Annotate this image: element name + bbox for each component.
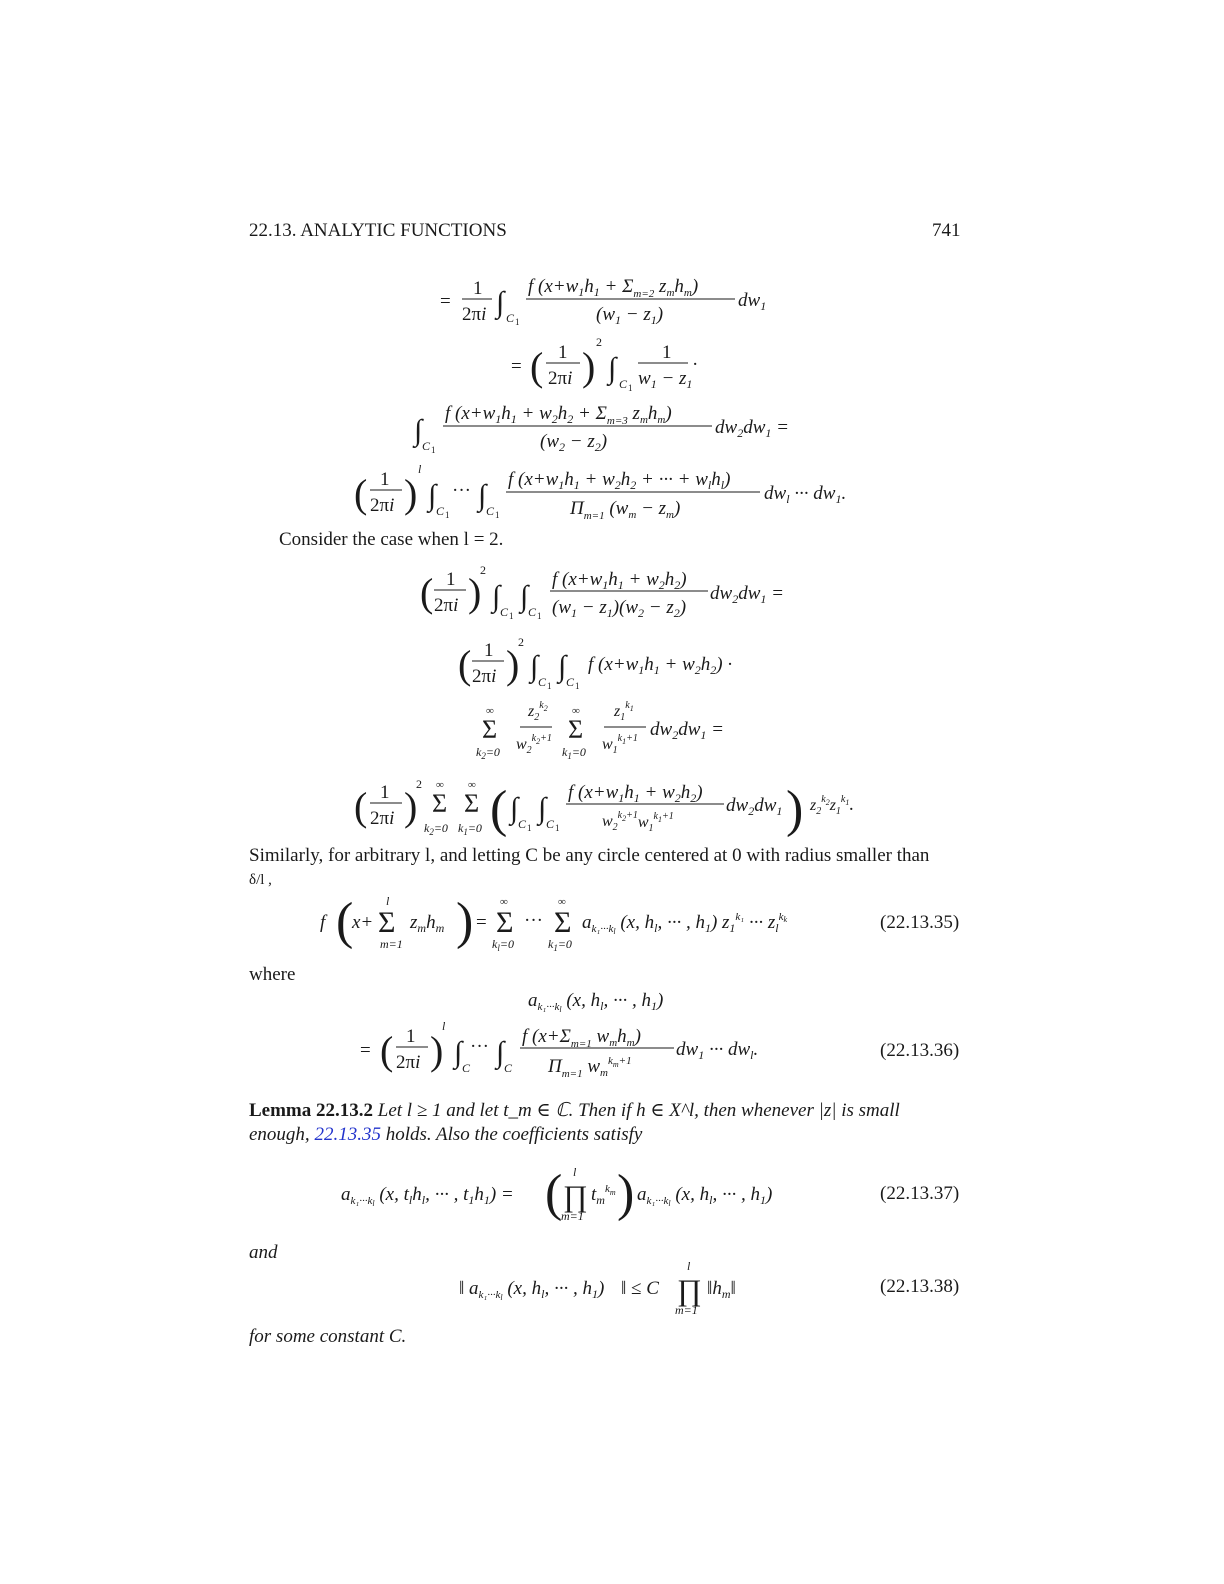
svg-text:·: · [692, 354, 699, 375]
svg-text:···: ··· [470, 1036, 489, 1057]
svg-text:2: 2 [596, 335, 602, 349]
svg-text:2πi: 2πi [462, 304, 487, 325]
svg-text:): ) [786, 781, 804, 838]
svg-text:f (x+Σm=1 wmhm): f ($x+\Sigma_{m=1}$ $w_mh_m$) [522, 1026, 641, 1050]
svg-text:2πi: 2πi [370, 808, 395, 829]
svg-text:): ) [456, 893, 474, 950]
svg-text:1: 1 [547, 681, 552, 691]
svg-text:(: ( [545, 1165, 563, 1222]
svg-text:l: l [573, 1165, 577, 1179]
equation-22-13-35 [310, 890, 830, 960]
svg-text:z2k2z1k1.: $z_2^k2z_1^k1$. [810, 794, 855, 817]
svg-text:=: = [360, 1040, 371, 1061]
running-header [249, 220, 507, 242]
svg-text:f (x+w1h1 + w2h2): f $(x+w_1h_1 + w_2h_2)$ [568, 782, 703, 805]
svg-text:1: 1 [446, 569, 456, 590]
svg-text:=: = [511, 356, 522, 377]
equation-tag-37: (22.13.37) [880, 1183, 960, 1204]
svg-text:Σ: Σ [568, 715, 584, 744]
svg-text:1: 1 [431, 445, 436, 455]
svg-text:w1 − z1: $w_1 - z_1$ [638, 368, 693, 391]
svg-text:k2=0: $k_2=0$ [424, 821, 448, 837]
svg-text:C: C [486, 504, 495, 518]
lemma-label: Lemma 22.13.2 [249, 1100, 374, 1121]
svg-text:(: ( [458, 642, 472, 687]
svg-text:1: 1 [527, 823, 532, 833]
svg-text:): ) [582, 344, 596, 389]
svg-text:x+: x+ [352, 912, 374, 933]
svg-text:Σ: Σ [482, 715, 498, 744]
svg-text:C: C [538, 675, 547, 689]
svg-text:C: C [436, 504, 445, 518]
svg-text:C: C [528, 605, 537, 619]
svg-text:w1k1+1: $w_1^k1+1$ [602, 733, 638, 756]
lemma-text-pre: enough, [249, 1124, 315, 1145]
page-number: 741 [932, 220, 961, 241]
svg-text:Πm=1 wmkm+1: $\Pi_{m=1}$ $w_m^km+1$ [548, 1055, 632, 1080]
svg-text:∫: ∫ [520, 580, 529, 613]
svg-text:1: 1 [509, 611, 514, 621]
svg-text:f (x+w1h1 + w2h2 + Σm=3 zmhm): f ($x+w_1h_1 + w_2h_2 + \Sigma_{m=3}$ $z_mh_m$) [445, 403, 672, 427]
svg-text:m=1: m=1 [675, 1303, 698, 1317]
svg-text:1: 1 [406, 1026, 416, 1047]
svg-text:2: 2 [416, 777, 422, 791]
svg-text:): ) [404, 784, 418, 829]
svg-text:1: 1 [555, 823, 560, 833]
svg-text:ak₁···kl (x, hl, ··· , h1) z1k: $a_{k_1\cdot\cdot\cdot k}l$ (x, $h_l$, ··· , $h_1$) $z_1^{k_1}$ ··· $z_l^kk$ [582, 911, 788, 936]
svg-text:f (x+w1h1 + w2h2): f $(x+w_1h_1 + w_2h_2)$ [552, 569, 687, 592]
svg-text:(: ( [490, 781, 508, 838]
svg-text:(w1 − z1): $(w_1 - z_1)$ [596, 304, 664, 327]
svg-text:1: 1 [515, 317, 520, 327]
svg-text:(: ( [336, 893, 354, 950]
svg-text:(: ( [354, 471, 368, 516]
svg-text:C: C [462, 1061, 471, 1075]
consider-sentence: Consider the case when l = 2. [279, 529, 504, 550]
svg-text:dw1: $dw_1$ [738, 290, 767, 313]
svg-text:tmkm: $t_m^km$ [591, 1183, 616, 1207]
svg-text:1: 1 [473, 278, 483, 299]
svg-text:f (x+w1h1 + Σm=2 zmhm): f ($x+w_1h_1 + \Sigma_{m=2}$ $z_mh_m$) [528, 276, 699, 300]
closing-sentence: for some constant C. [249, 1326, 407, 1347]
svg-text:2πi: 2πi [434, 595, 459, 616]
svg-text:∫: ∫ [428, 479, 437, 512]
svg-text:1: 1 [484, 640, 494, 661]
svg-text:∫: ∫ [496, 1036, 505, 1069]
svg-text:ak₁···kl (x, hl, ··· , h1): $a_{k_1\cdot\cdot\cdot k}l$ (x, $h_l$, ··· , $h_1$) [637, 1184, 773, 1208]
delta-over-l: δ/l , [249, 872, 272, 888]
svg-text:m=1: m=1 [380, 937, 403, 951]
svg-text:∞: ∞ [436, 779, 444, 791]
svg-text:m=1: m=1 [561, 1209, 584, 1223]
svg-text:z2k2: $z_2^k2$ [528, 700, 548, 723]
svg-text:): ) [404, 471, 418, 516]
svg-text:∞: ∞ [500, 896, 508, 908]
svg-text:C: C [546, 817, 555, 831]
svg-text:): ) [468, 570, 482, 615]
svg-text:k1=0: $k_1=0$ [562, 745, 586, 761]
svg-text:∞: ∞ [558, 896, 566, 908]
svg-text:C: C [422, 439, 431, 453]
svg-text:1: 1 [537, 611, 542, 621]
lemma-text-post: holds. Also the coefficients satisfy [380, 1124, 643, 1145]
equation-tag-35: (22.13.35) [880, 912, 960, 933]
svg-text:···: ··· [452, 480, 471, 501]
svg-text:): ) [617, 1165, 635, 1222]
svg-text:∞: ∞ [468, 779, 476, 791]
svg-text:∞: ∞ [486, 705, 494, 717]
svg-text:(: ( [420, 570, 434, 615]
svg-text:2πi: 2πi [472, 666, 497, 687]
svg-text:dw2dw1 =: $dw_2dw_1$ = [650, 719, 724, 742]
svg-text:∞: ∞ [572, 705, 580, 717]
equation-tag-38: (22.13.38) [880, 1276, 960, 1297]
equation-ref-link[interactable]: 22.13.35 [314, 1124, 381, 1145]
svg-text:w2k2+1: $w_2^k2+1$ [516, 733, 552, 756]
svg-text:dw2dw1 =: $dw_2dw_1$ = [710, 583, 784, 606]
svg-text:C: C [566, 675, 575, 689]
svg-text:): ) [506, 642, 520, 687]
lemma-line-2 [249, 1123, 642, 1147]
similarly-sentence: Similarly, for arbitrary l, and letting C be any circle centered at 0 with radius smaller than [249, 845, 930, 866]
svg-text:l: l [418, 462, 422, 476]
svg-text:C: C [504, 1061, 513, 1075]
svg-text:(w2 − z2): $(w_2 - z_2)$ [540, 431, 608, 454]
svg-text:2: 2 [518, 635, 524, 649]
svg-text:ak₁···kl (x, tlhl, ··· , t1h1): $a_{k_1\cdot\cdot\cdot k}l$ (x, $t_lh_l$, ··· , $t_1h_1$) = [341, 1184, 514, 1208]
svg-text:l: l [386, 894, 390, 908]
lemma-line-1 [249, 1099, 963, 1123]
equation-22-13-36 [350, 984, 820, 1084]
svg-text:Σ: Σ [496, 906, 514, 939]
svg-text:1: 1 [495, 510, 500, 520]
svg-text:k2=0: $k_2=0$ [476, 745, 500, 761]
section-title: 22.13. ANALYTIC FUNCTIONS [249, 220, 507, 241]
svg-text:Σ: Σ [464, 789, 480, 818]
equation-block-top [340, 262, 880, 527]
svg-text:C: C [619, 377, 628, 391]
svg-text:w2k2+1w1k1+1: $w_2^k2+1w_1^k1+1$ [602, 810, 674, 834]
svg-text:dw2dw1 =: $dw_2dw_1$ = [715, 417, 789, 440]
svg-text:(w1 − z1)(w2 − z2): $(w_1 - z_1)(w_2 - z_2)$ [552, 597, 687, 620]
svg-text:f: f [320, 912, 326, 933]
and-word: and [249, 1242, 278, 1263]
equation-22-13-38 [455, 1256, 775, 1320]
svg-text:dw2dw1: $dw_2dw_1$ [726, 795, 783, 818]
lemma-statement: Let l ≥ 1 and let t_m ∈ ℂ. Then if h ∈ X^l, then whenever |z| is small [377, 1100, 900, 1121]
svg-text:∫: ∫ [414, 414, 423, 447]
svg-text:ak₁···kl (x, hl, ··· , h1): $a_{k_1\cdot\cdot\cdot k}l$ (x, $h_l$, ··· , $h_1$) [469, 1278, 605, 1302]
svg-text:Πm=1 (wm − zm): $\Pi_{m=1}$ $(w_m - z_m)$ [570, 498, 681, 522]
svg-text:2πi: 2πi [548, 368, 573, 389]
svg-text:f (x+w1h1 + w2h2) ·: f $(x+w_1h_1 + w_2h_2)$ · [588, 654, 733, 677]
svg-text:∫: ∫ [510, 792, 519, 825]
svg-text:2πi: 2πi [370, 495, 395, 516]
svg-text:‖ ≤ C: ‖ ≤ C [621, 1278, 659, 1299]
svg-text:1: 1 [575, 681, 580, 691]
where-word: where [249, 964, 296, 985]
svg-text:···: ··· [524, 910, 543, 931]
svg-text:Σ: Σ [432, 789, 448, 818]
svg-text:(: ( [354, 784, 368, 829]
svg-text:∫: ∫ [454, 1036, 463, 1069]
svg-text:zmhm: $z_mh_m$ [410, 912, 445, 935]
svg-text:Σ: Σ [554, 906, 572, 939]
svg-text:C: C [506, 311, 515, 325]
svg-text:∏: ∏ [563, 1180, 588, 1213]
svg-text:ak₁···kl (x, hl, ··· , h1): $a_{k_1\cdot\cdot\cdot k}l$ (x, $h_l$, ··· , $h_1$) [528, 990, 664, 1014]
svg-text:=: = [476, 912, 487, 933]
svg-text:∫: ∫ [608, 352, 617, 385]
svg-text:1: 1 [380, 469, 390, 490]
svg-text:C: C [518, 817, 527, 831]
equation-22-13-37 [335, 1160, 815, 1230]
svg-text:2: 2 [480, 563, 486, 577]
svg-text:=: = [440, 291, 451, 312]
equation-block-l2 [340, 560, 880, 850]
svg-text:kl=0: $k_l=0$ [492, 937, 514, 953]
svg-text:l: l [687, 1259, 691, 1273]
svg-text:∫: ∫ [496, 286, 505, 319]
svg-text:1: 1 [558, 342, 568, 363]
svg-text:∫: ∫ [492, 580, 501, 613]
svg-text:2πi: 2πi [396, 1052, 421, 1073]
svg-text:∫: ∫ [530, 650, 539, 683]
svg-text:‖: ‖ [459, 1278, 465, 1299]
svg-text:dwl ··· dw1.: $dw_l$ ··· $dw_1$. [764, 483, 847, 506]
svg-text:): ) [430, 1028, 444, 1073]
svg-text:∫: ∫ [478, 479, 487, 512]
svg-text:∫: ∫ [558, 650, 567, 683]
svg-text:1: 1 [380, 782, 390, 803]
svg-text:1: 1 [628, 383, 633, 393]
svg-text:k1=0: $k_1=0$ [458, 821, 482, 837]
equation-tag-36: (22.13.36) [880, 1040, 960, 1061]
svg-text:dw1 ··· dwl.: $dw_1$ ··· $dw_l$. [676, 1039, 759, 1062]
svg-text:1: 1 [662, 342, 672, 363]
svg-text:Σ: Σ [378, 906, 396, 939]
svg-text:l: l [442, 1019, 446, 1033]
svg-text:C: C [500, 605, 509, 619]
svg-text:1: 1 [445, 510, 450, 520]
svg-text:∫: ∫ [538, 792, 547, 825]
svg-text:∏: ∏ [677, 1274, 702, 1307]
svg-text:(: ( [380, 1028, 394, 1073]
svg-text:‖hm‖: $‖h_m‖$ [707, 1278, 736, 1301]
svg-text:(: ( [530, 344, 544, 389]
svg-text:k1=0: $k_1=0$ [548, 937, 572, 953]
svg-text:f (x+w1h1 + w2h2 + ··· + wlhl): f ($x+w_1h_1 + w_2h_2$ + ··· + $w_lh_l$) [508, 469, 731, 492]
svg-text:z1k1: $z_1^k1$ [614, 700, 634, 723]
